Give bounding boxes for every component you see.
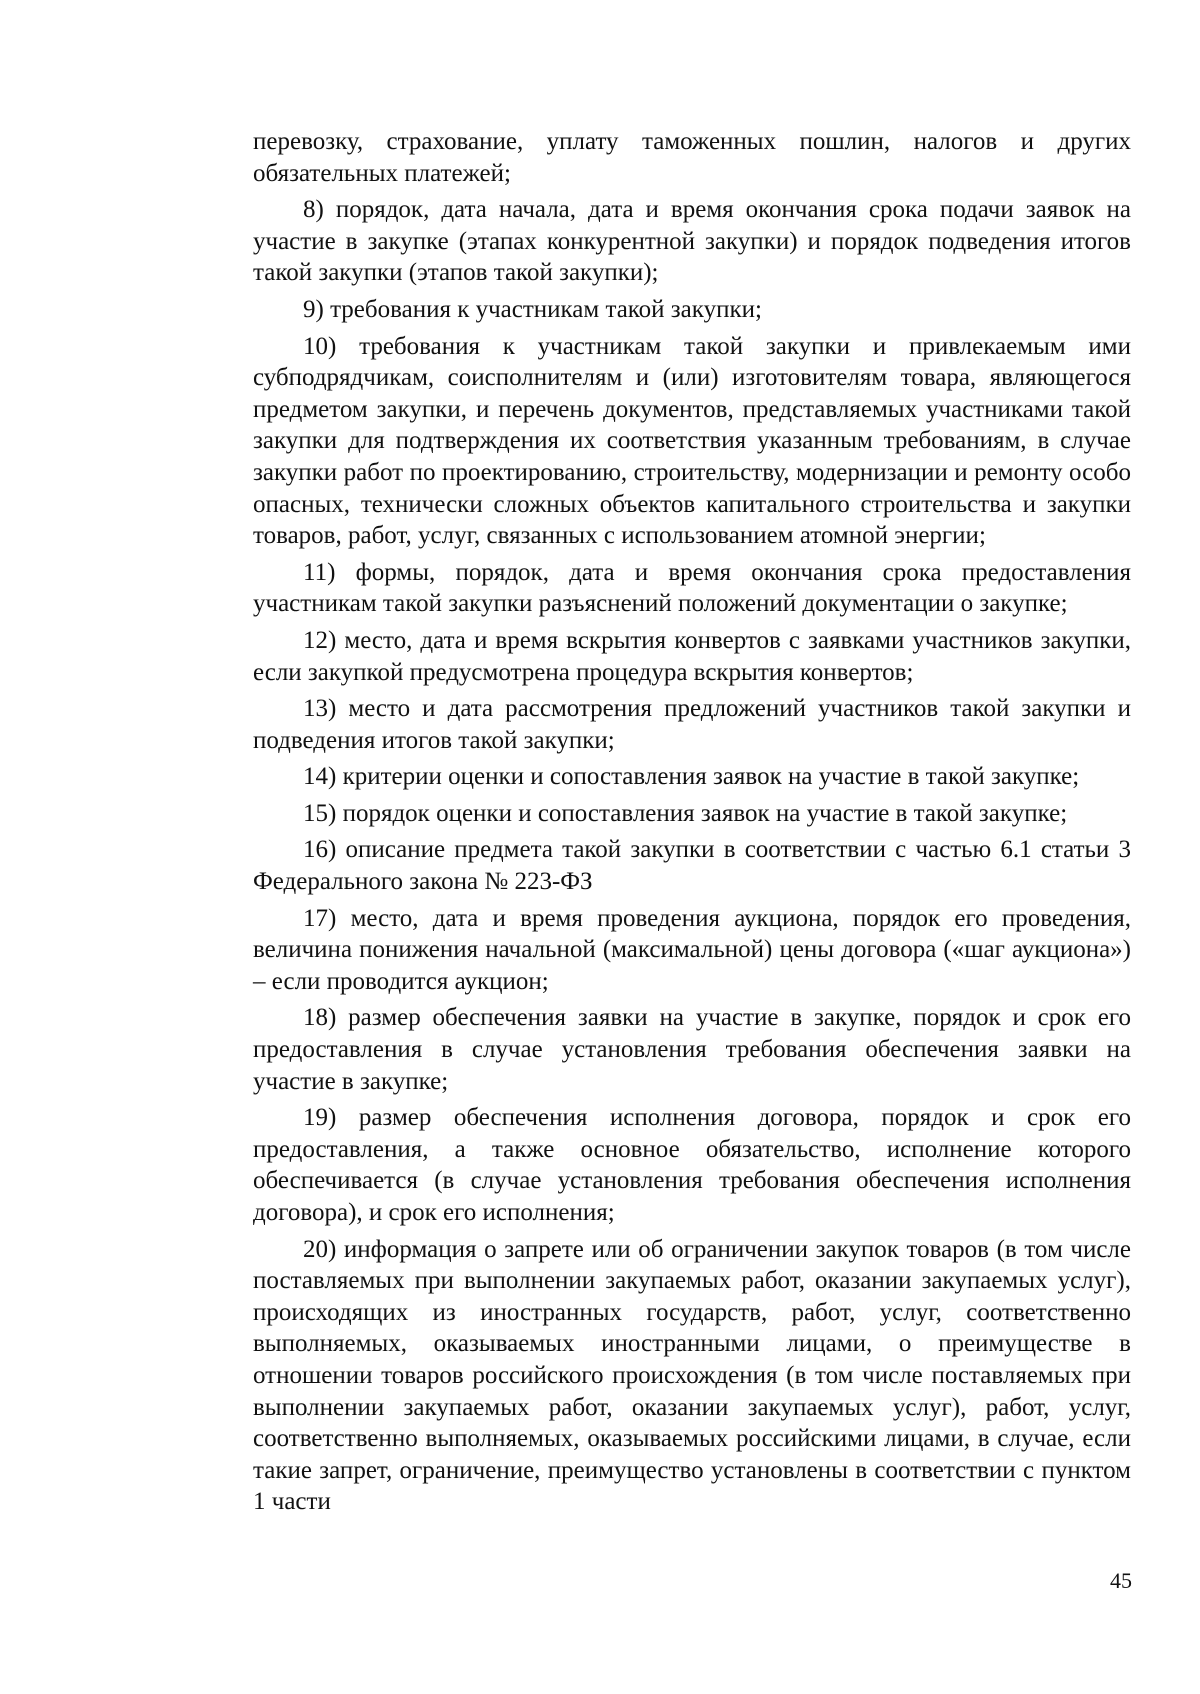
paragraph-item-17: 17) место, дата и время проведения аукциона, порядок его проведения, величина понижения начальной (максимальной) цены договора («шаг аукциона») – если проводится аукцион; (253, 904, 1131, 995)
paragraph-item-18: 18) размер обеспечения заявки на участие в закупке, порядок и срок его предоставления в случае установления требования обеспечения заявки на участие в закупке; (253, 1004, 1131, 1095)
paragraph-item-15: 15) порядок оценки и сопоставления заявок на участие в такой закупке; (303, 799, 1068, 827)
paragraph-item-8: 8) порядок, дата начала, дата и время окончания срока подачи заявок на участие в закупке (этапах конкурентной закупки) и порядок подведения итогов такой закупки (этапов такой закупки); (253, 196, 1131, 287)
paragraph-continuation: перевозку, страхование, уплату таможенных пошлин, налогов и других обязательных платежей; (253, 128, 1131, 187)
paragraph-item-14: 14) критерии оценки и сопоставления заявок на участие в такой закупке; (303, 763, 1080, 791)
paragraph-item-9: 9) требования к участникам такой закупки; (303, 295, 762, 323)
paragraph-item-13: 13) место и дата рассмотрения предложений участников такой закупки и подведения итогов такой закупки; (253, 695, 1131, 754)
paragraph-item-16: 16) описание предмета такой закупки в соответствии с частью 6.1 статьи 3 Федерального закона № 223-ФЗ (253, 836, 1131, 896)
paragraph-item-11: 11) формы, порядок, дата и время окончания срока предоставления участникам такой закупки разъяснений положений документации о закупке; (253, 558, 1131, 618)
paragraph-item-19: 19) размер обеспечения исполнения договора, порядок и срок его предоставления, а также основное обязательство, исполнение которого обеспечивается (в случае установления требования обеспечения исполнения договора), и срок его исполнения; (253, 1104, 1131, 1226)
paragraph-item-12: 12) место, дата и время вскрытия конвертов с заявками участников закупки, если закупкой предусмотрена процедура вскрытия конвертов; (253, 626, 1131, 686)
paragraph-item-10: 10) требования к участникам такой закупки и привлекаемым ими субподрядчикам, соисполнителям и (или) изготовителям товара, являющегося предметом закупки, и перечень документов, представляемых участниками такой закупки для подтверждения их соответствия указанным требованиям, в случае закупки работ по проектированию, строительству, модернизации и ремонту особо опасных, технически сложных объектов капитального строительства и закупки товаров, работ, услуг, связанных с использованием атомной энергии; (253, 332, 1131, 550)
paragraph-item-20: 20) информация о запрете или об ограничении закупок товаров (в том числе поставляемых при выполнении закупаемых работ, оказании закупаемых услуг), происходящих из иностранных государств, работ, услуг, соответственно выполняемых, оказываемых иностранными лицами, о преимуществе в отношении товаров российского происхождения (в том числе поставляемых при выполнении закупаемых работ, оказании закупаемых услуг), работ, услуг, соответственно выполняемых, оказываемых российскими лицами, в случае, если такие запрет, ограничение, преимущество установлены в соответствии с пунктом 1 части (253, 1235, 1131, 1516)
document-body (253, 126, 1131, 1523)
page-number: 45 (1110, 1568, 1132, 1593)
